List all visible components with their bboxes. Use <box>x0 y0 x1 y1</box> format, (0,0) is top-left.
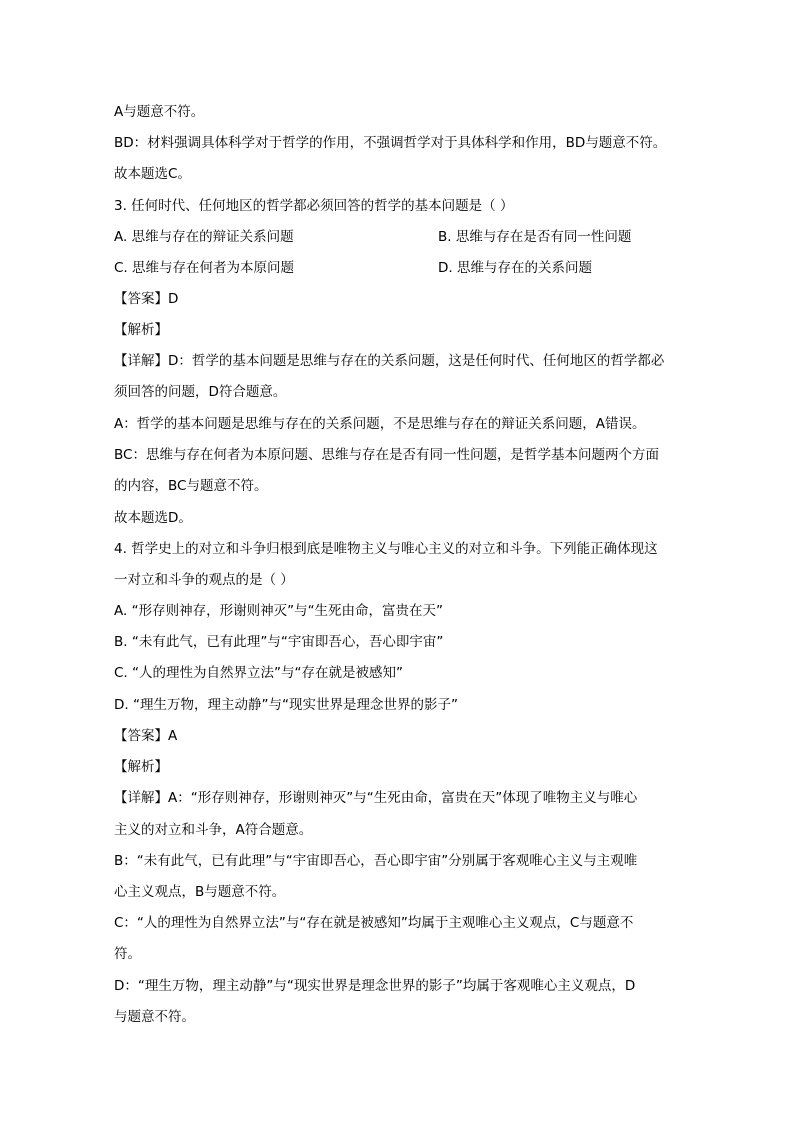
text-line: D：“理生万物，理主动静”与“现实世界是理念世界的影子”均属于客观唯心主义观点，D <box>114 978 636 994</box>
question-3-option-d: D. 思维与存在的关系问题 <box>438 260 592 276</box>
question-4-analysis-heading: 【解析】 <box>114 759 168 775</box>
question-3-stem: 3. 任何时代、任何地区的哲学都必须回答的哲学的基本问题是（ ） <box>114 198 514 214</box>
text-line: 故本题选C。 <box>114 166 191 182</box>
question-4-answer: 【答案】A <box>114 728 178 744</box>
text-line: 故本题选D。 <box>114 510 192 526</box>
question-4-stem: 4. 哲学史上的对立和斗争归根到底是唯物主义与唯心主义的对立和斗争。下列能正确体现这 <box>114 541 658 557</box>
question-3-option-c: C. 思维与存在何者为本原问题 <box>114 260 295 276</box>
text-line: 主义的对立和斗争，A符合题意。 <box>114 822 313 838</box>
text-line: 【详解】A：“形存则神存，形谢则神灭”与“生死由命，富贵在天”体现了唯物主义与唯心 <box>114 790 638 806</box>
question-3-option-a: A. 思维与存在的辩证关系问题 <box>114 229 294 245</box>
text-line: 【详解】D：哲学的基本问题是思维与存在的关系问题，这是任何时代、任何地区的哲学都必 <box>114 353 665 369</box>
question-3-option-b: B. 思维与存在是否有同一性问题 <box>438 229 632 245</box>
text-line: 心主义观点，B与题意不符。 <box>114 884 286 900</box>
text-line: BD：材料强调具体科学对于哲学的作用，不强调哲学对于具体科学和作用，BD与题意不符。 <box>114 135 667 151</box>
text-line: 与题意不符。 <box>114 1009 195 1025</box>
question-4-option-d: D. “理生万物，理主动静”与“现实世界是理念世界的影子” <box>114 697 458 713</box>
question-4-option-a: A. “形存则神存，形谢则神灭”与“生死由命，富贵在天” <box>114 603 444 619</box>
text-line: C：“人的理性为自然界立法”与“存在就是被感知”均属于主观唯心主义观点，C与题意不 <box>114 915 634 931</box>
question-4-option-b: B. “未有此气，已有此理”与“宇宙即吾心，吾心即宇宙” <box>114 634 444 650</box>
question-3-analysis-heading: 【解析】 <box>114 322 168 338</box>
question-4-option-c: C. “人的理性为自然界立法”与“存在就是被感知” <box>114 665 403 681</box>
text-line: 须回答的问题，D符合题意。 <box>114 384 287 400</box>
question-3-answer: 【答案】D <box>114 291 179 307</box>
text-line: B：“未有此气，已有此理”与“宇宙即吾心，吾心即宇宙”分别属于客观唯心主义与主观唯 <box>114 853 638 869</box>
text-line: 符。 <box>114 946 141 962</box>
text-line: BC：思维与存在何者为本原问题、思维与存在是否有同一性问题，是哲学基本问题两个方面 <box>114 447 659 463</box>
text-line: A与题意不符。 <box>114 104 205 120</box>
text-line: 的内容，BC与题意不符。 <box>114 478 268 494</box>
text-line: A：哲学的基本问题是思维与存在的关系问题，不是思维与存在的辩证关系问题，A错误。 <box>114 416 646 432</box>
question-4-stem: 一对立和斗争的观点的是（ ） <box>114 572 294 588</box>
